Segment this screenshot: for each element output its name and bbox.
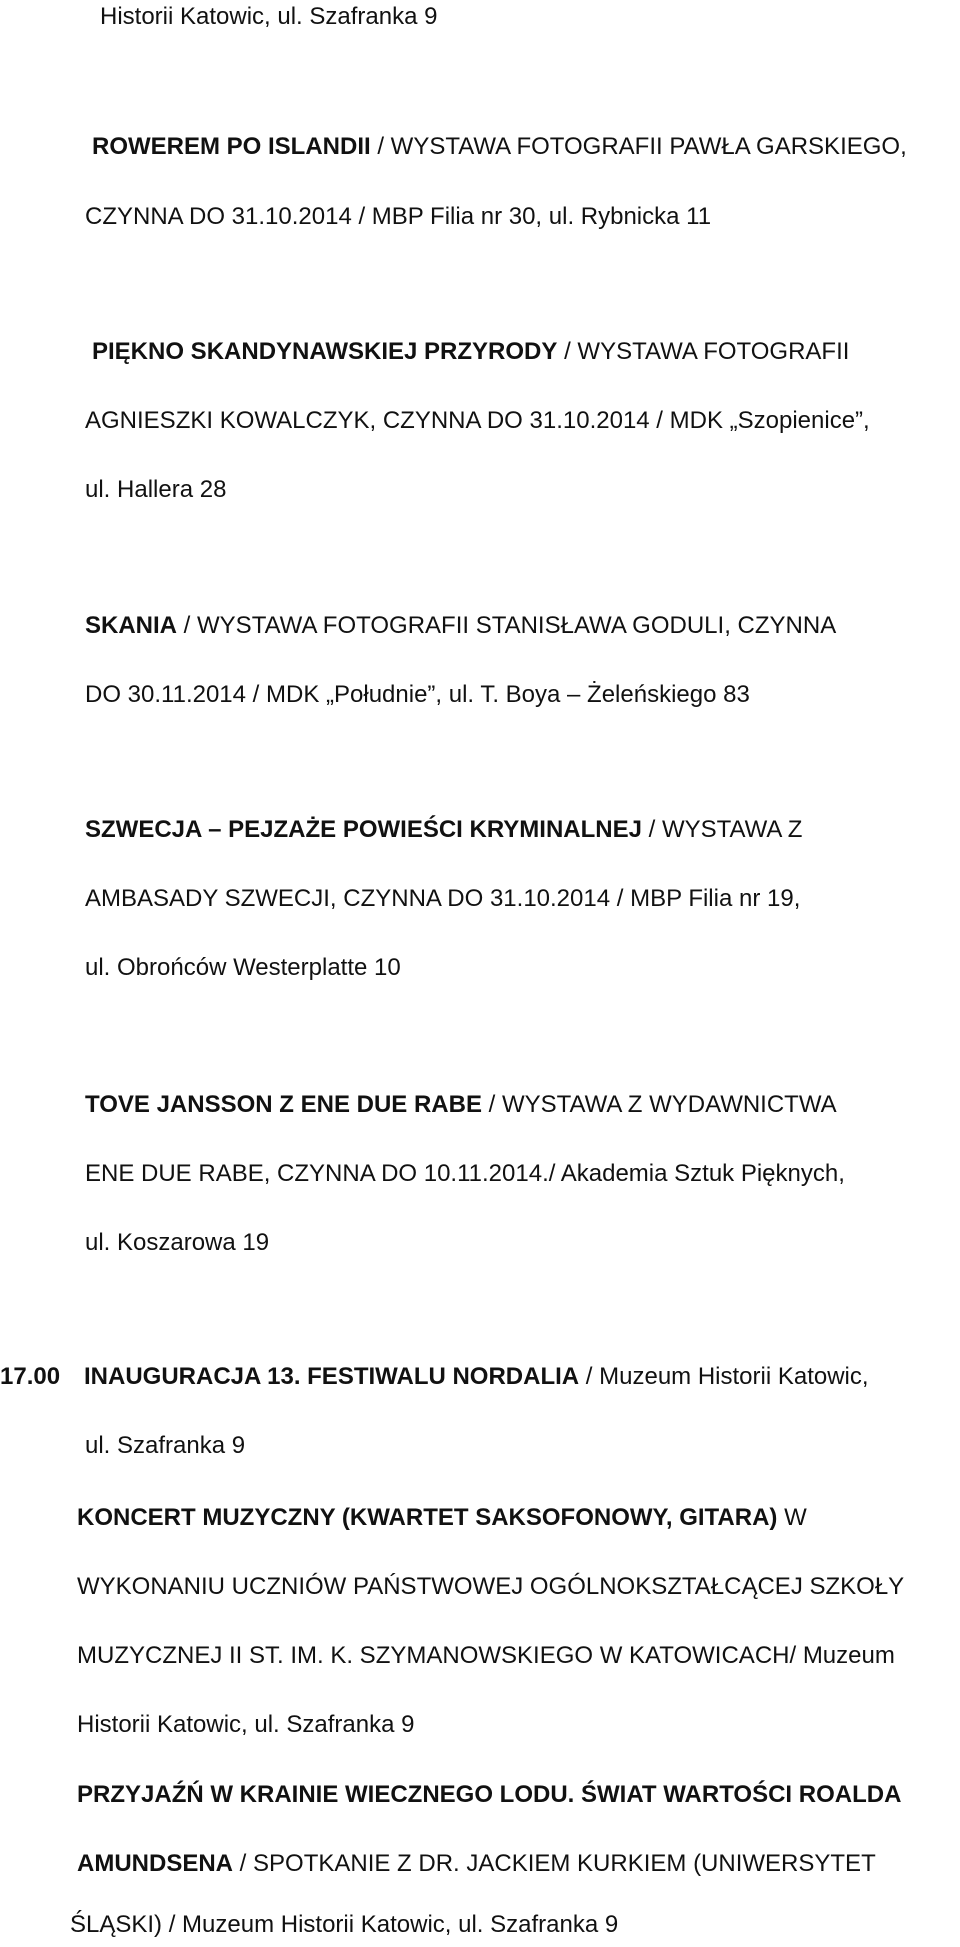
inauguration-line-2: ul. Szafranka 9 — [85, 1432, 246, 1459]
event-entry-2-line-3: ul. Hallera 28 — [85, 476, 227, 503]
event-entry-3-line-1 — [85, 611, 836, 641]
event-title: TOVE JANSSON Z ENE DUE RABE — [85, 1091, 482, 1118]
event-entry-5-line-2: ENE DUE RABE, CZYNNA DO 10.11.2014./ Akademia Sztuk Pięknych, — [85, 1160, 845, 1187]
event-time: 17.00 — [0, 1363, 61, 1390]
concert-description: W — [777, 1504, 807, 1531]
event-entry-1-line-1 — [92, 132, 907, 162]
inauguration-venue: / Muzeum Historii Katowic, — [579, 1363, 869, 1390]
event-title: PIĘKNO SKANDYNAWSKIEJ PRZYRODY — [92, 338, 558, 365]
concert-line-4: Historii Katowic, ul. Szafranka 9 — [77, 1711, 415, 1738]
event-title: SZWECJA – PEJZAŻE POWIEŚCI KRYMINALNEJ — [85, 816, 642, 843]
concert-line-2: WYKONANIU UCZNIÓW PAŃSTWOWEJ OGÓLNOKSZTAŁCĄCEJ SZKOŁY — [77, 1573, 905, 1600]
event-entry-4-line-3: ul. Obrońców Westerplatte 10 — [85, 954, 401, 981]
friendship-line-2 — [77, 1849, 876, 1879]
event-description: / WYSTAWA FOTOGRAFII STANISŁAWA GODULI, CZYNNA — [177, 612, 837, 639]
friendship-line-3: ŚLĄSKI) / Muzeum Historii Katowic, ul. Szafranka 9 — [70, 1911, 619, 1938]
event-entry-2-line-2: AGNIESZKI KOWALCZYK, CZYNNA DO 31.10.2014 / MDK „Szopienice”, — [85, 407, 870, 434]
friendship-description: / SPOTKANIE Z DR. JACKIEM KURKIEM (UNIWERSYTET — [233, 1850, 876, 1877]
event-entry-3-line-2: DO 30.11.2014 / MDK „Południe”, ul. T. Boya – Żeleńskiego 83 — [85, 681, 750, 708]
event-title: ROWEREM PO ISLANDII — [92, 133, 371, 160]
concert-title: KONCERT MUZYCZNY (KWARTET SAKSOFONOWY, GITARA) — [77, 1504, 778, 1531]
friendship-line-1: PRZYJAŹŃ W KRAINIE WIECZNEGO LODU. ŚWIAT WARTOŚCI ROALDA — [77, 1781, 902, 1808]
event-entry-4-line-2: AMBASADY SZWECJI, CZYNNA DO 31.10.2014 / MBP Filia nr 19, — [85, 885, 801, 912]
event-entry-2-line-1 — [92, 337, 849, 367]
inauguration-line-1 — [0, 1362, 869, 1392]
friendship-title: AMUNDSENA — [77, 1850, 233, 1877]
event-description: / WYSTAWA Z WYDAWNICTWA — [481, 1091, 837, 1118]
event-entry-5-line-3: ul. Koszarowa 19 — [85, 1229, 270, 1256]
event-description: / WYSTAWA Z — [641, 816, 803, 843]
top-fragment: Historii Katowic, ul. Szafranka 9 — [100, 3, 438, 30]
inauguration-title: INAUGURACJA 13. FESTIWALU NORDALIA — [84, 1363, 580, 1390]
event-description: / WYSTAWA FOTOGRAFII PAWŁA GARSKIEGO, — [370, 133, 907, 160]
event-entry-5-line-1 — [85, 1090, 837, 1120]
event-entry-4-line-1 — [85, 815, 802, 845]
event-description: / WYSTAWA FOTOGRAFII — [557, 338, 850, 365]
event-entry-1-line-2: CZYNNA DO 31.10.2014 / MBP Filia nr 30, ul. Rybnicka 11 — [85, 203, 712, 230]
concert-line-1 — [77, 1503, 807, 1533]
event-title: SKANIA — [85, 612, 178, 639]
concert-line-3: MUZYCZNEJ II ST. IM. K. SZYMANOWSKIEGO W KATOWICACH/ Muzeum — [77, 1642, 895, 1669]
